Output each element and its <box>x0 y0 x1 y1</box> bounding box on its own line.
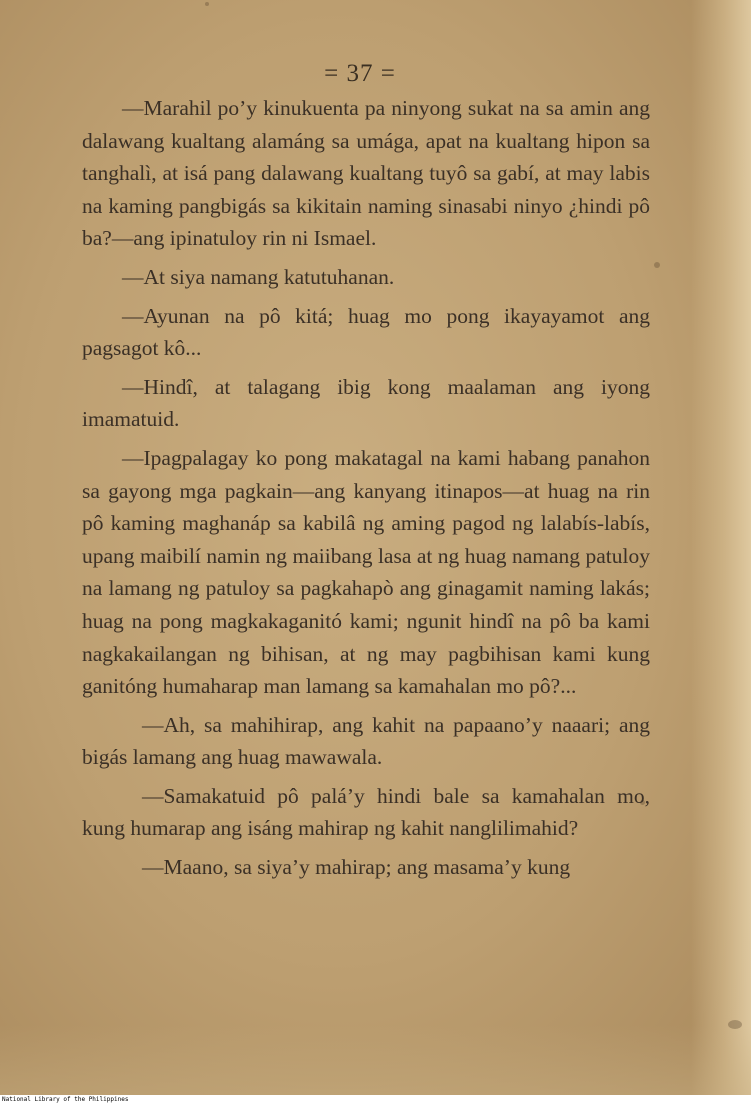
body-text <box>82 92 650 884</box>
paragraph: —Samakatuid pô palá’y hindi bale sa kamahalan mo, kung humarap ang isáng mahirap ng kahit nanglilimahid? <box>82 783 650 841</box>
paragraph: —Maano, sa siya’y mahirap; ang masama’y kung <box>142 855 571 880</box>
page-edge-shading <box>691 0 751 1095</box>
paragraph: —At siya namang katutuhanan. <box>122 264 395 289</box>
paragraph: —Marahil po’y kinukuenta pa ninyong sukat na sa amin ang dalawang kualtang alamáng sa umága, apat na kualtang hipon sa tanghalì, at isá pang dalawang kualtang tuyô sa gabí, at may labis na kaming pangbigás sa kikitain naming sinasabi ninyo ¿hindi pô ba?—ang ipinatuloy rin ni Ismael. <box>82 96 650 251</box>
page-bottom-shading <box>0 1025 751 1095</box>
page-number: = 37 = <box>324 60 396 87</box>
ink-spot <box>205 2 209 6</box>
footer-credit: National Library of the Philippines <box>2 1096 129 1103</box>
paragraph: —Ah, sa mahihirap, ang kahit na papaano’y naaari; ang bigás lamang ang huag mawawala. <box>82 712 650 770</box>
paragraph: —Ayunan na pô kitá; huag mo pong ikayayamot ang pagsagot kô... <box>82 303 650 361</box>
paragraph: —Hindî, at talagang ibig kong maalaman ang iyong imamatuid. <box>82 374 650 432</box>
ink-spot <box>654 262 660 268</box>
paragraph: —Ipagpalagay ko pong makatagal na kami habang panahon sa gayong mga pagkain—ang kanyang itinapos—at huag na rin pô kaming maghanáp sa kabilâ ng aming pagod ng lalabís-labís, upang maibilí namin ng maiibang lasa at ng huag namang patuloy na lamang ng patuloy sa pagkahapò ang ginagamit naming lakás; huag na pong magkakaganitó kami; ngunit hindî na pô ba kami nagkakailangan ng bihisan, at ng may pagbihisan kami kung ganitóng humaharap man lamang sa kamahalan mo pô?... <box>82 445 650 699</box>
ink-spot <box>728 1020 742 1029</box>
